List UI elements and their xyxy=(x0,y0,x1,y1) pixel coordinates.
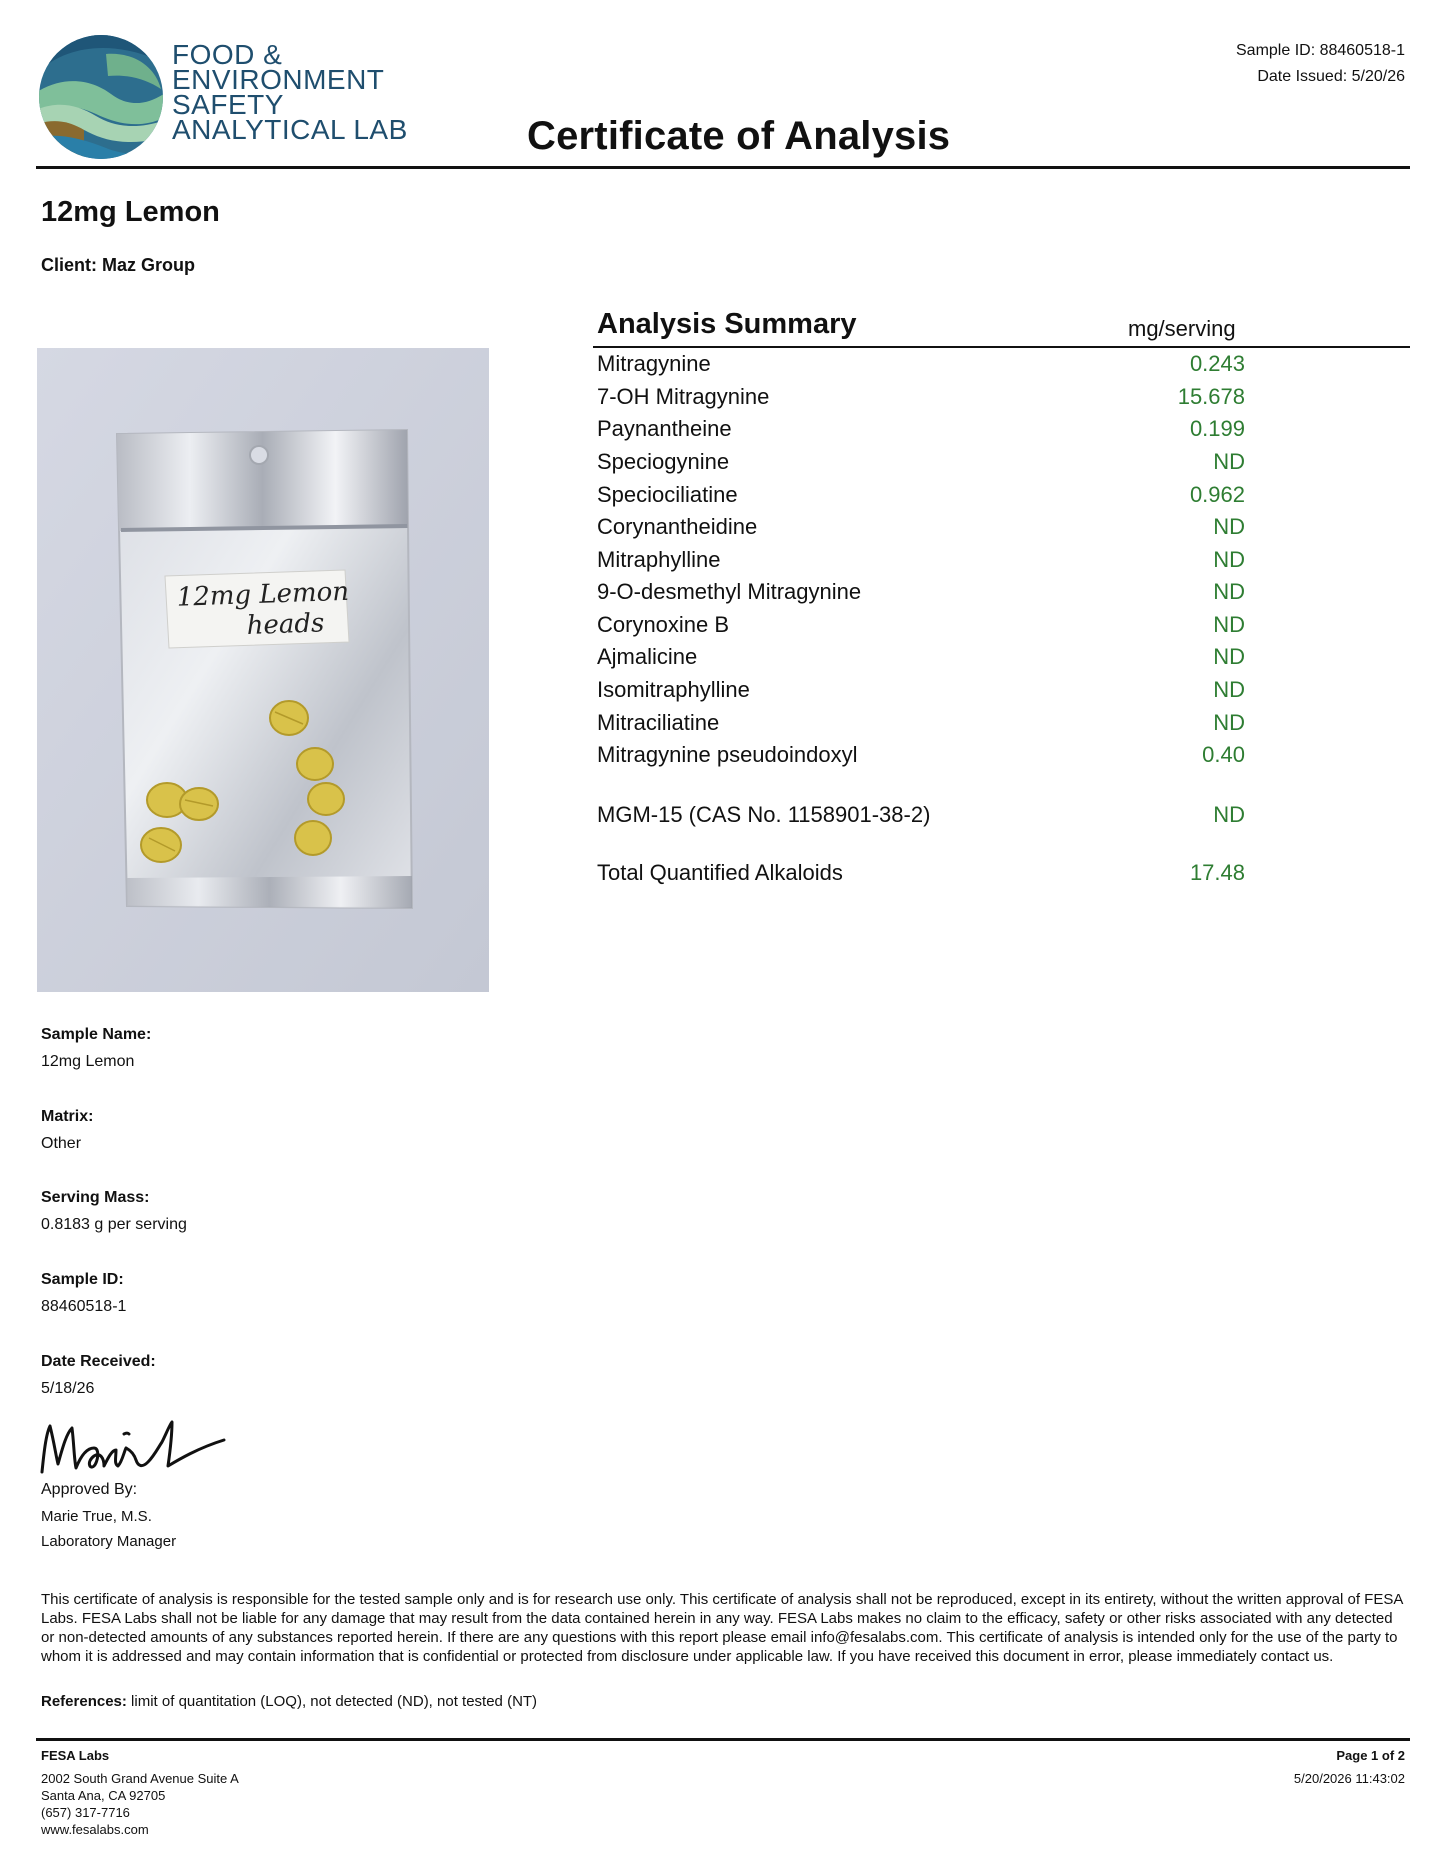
analyte-name: Isomitraphylline xyxy=(597,677,750,702)
analyte-row xyxy=(597,742,1245,774)
analysis-summary-title: Analysis Summary xyxy=(597,308,857,340)
approver-role: Laboratory Manager xyxy=(41,1533,177,1550)
analyte-name: Speciociliatine xyxy=(597,482,738,507)
photo-label-line-2: heads xyxy=(246,608,325,642)
matrix-label: Matrix: xyxy=(41,1108,94,1125)
analyte-row xyxy=(597,384,1245,416)
footer-company: FESA Labs xyxy=(41,1748,110,1763)
date-received-label: Date Received: xyxy=(41,1353,156,1370)
total-alkaloids-row xyxy=(597,860,1245,892)
header-date-issued: Date Issued: 5/20/26 xyxy=(1257,68,1405,85)
logo-line-3: SAFETY xyxy=(172,89,284,120)
references xyxy=(41,1693,537,1710)
analyte-name: Corynoxine B xyxy=(597,612,730,637)
analyte-value: ND xyxy=(1213,514,1245,539)
analyte-row xyxy=(597,482,1245,514)
product-name: 12mg Lemon xyxy=(41,196,220,228)
footer-contact xyxy=(41,1747,239,1838)
sample-id-value: 88460518-1 xyxy=(41,1298,127,1315)
analyte-value: ND xyxy=(1213,644,1245,669)
analyte-row xyxy=(597,416,1245,448)
lab-logo-emblem xyxy=(36,34,166,160)
approver-signature xyxy=(38,1412,228,1476)
disclaimer-text: This certificate of analysis is responsible for the tested sample only and is for research use only. This certificate of analysis shall not be reproduced, except in its entirety, without the written approval of FESA Labs. FESA Labs shall not be liable for any damage that may result from the data contained herein in any way. FESA Labs makes no claim to the efficacy, safety or other risks associated with any detected or non-detected amounts of any substances reported herein. If there are any questions with this report please email info@fesalabs.com. This certificate of analysis is intended only for the use of the party to whom it is addressed and may contain information that is confidential or protected from disclosure under applicable law. If you have received this document in error, please immediately contact us. xyxy=(41,1591,1403,1665)
footer-website: www.fesalabs.com xyxy=(41,1822,149,1837)
analyte-name: Speciogynine xyxy=(597,449,730,474)
total-value: 17.48 xyxy=(1189,860,1245,885)
analyte-row xyxy=(597,351,1245,383)
header-sample-meta xyxy=(1236,38,1405,90)
header-sample-id: Sample ID: 88460518-1 xyxy=(1236,42,1405,59)
footer-page-info xyxy=(1294,1747,1405,1787)
product-photo xyxy=(37,348,489,992)
footer-divider xyxy=(36,1738,1410,1741)
analyte-value: 0.40 xyxy=(1202,742,1245,767)
analyte-value: 15.678 xyxy=(1177,384,1245,409)
analyte-row xyxy=(597,514,1245,546)
analyte-row xyxy=(597,677,1245,709)
analyte-value: ND xyxy=(1213,802,1245,827)
document-title: Certificate of Analysis xyxy=(527,114,951,158)
analyte-name: 9-O-desmethyl Mitragynine xyxy=(597,579,862,604)
analyte-value: ND xyxy=(1213,612,1245,637)
analyte-name: Mitragynine xyxy=(597,351,711,376)
analyte-name: Mitraphylline xyxy=(597,547,721,572)
logo-line-2: ENVIRONMENT xyxy=(172,64,385,95)
analyte-name: 7-OH Mitragynine xyxy=(597,384,770,409)
logo-line-1: FOOD & xyxy=(172,39,283,70)
analyte-name: Mitraciliatine xyxy=(597,710,720,735)
analyte-value: 0.243 xyxy=(1189,351,1245,376)
analyte-row xyxy=(597,547,1245,579)
footer-phone: (657) 317-7716 xyxy=(41,1805,130,1820)
analyte-value: ND xyxy=(1213,710,1245,735)
approver-name: Marie True, M.S. xyxy=(41,1508,152,1525)
analyte-row xyxy=(597,710,1245,742)
summary-divider xyxy=(593,346,1410,348)
analysis-summary-unit: mg/serving xyxy=(1128,316,1236,341)
analyte-row xyxy=(597,644,1245,676)
client-name: Client: Maz Group xyxy=(41,255,195,275)
approved-by-label: Approved By: xyxy=(41,1481,138,1498)
photo-label-line-1: 12mg Lemon xyxy=(176,576,350,613)
analyte-row xyxy=(597,612,1245,644)
references-text: limit of quantitation (LOQ), not detected (ND), not tested (NT) xyxy=(126,1693,538,1710)
analyte-value: ND xyxy=(1213,547,1245,572)
serving-mass-label: Serving Mass: xyxy=(41,1189,150,1206)
analyte-name: Ajmalicine xyxy=(597,644,698,669)
mgm-15-row xyxy=(597,802,1245,834)
lab-logo-text xyxy=(172,39,408,145)
references-label: References: xyxy=(41,1693,127,1710)
sample-name-value: 12mg Lemon xyxy=(41,1053,135,1070)
serving-mass-value: 0.8183 g per serving xyxy=(41,1216,187,1233)
matrix-value: Other xyxy=(41,1135,82,1152)
analyte-value: ND xyxy=(1213,677,1245,702)
analyte-value: ND xyxy=(1213,579,1245,604)
footer-timestamp: 5/20/2026 11:43:02 xyxy=(1293,1771,1405,1786)
analyte-value: 0.199 xyxy=(1189,416,1245,441)
logo-line-4: ANALYTICAL LAB xyxy=(172,114,408,145)
analyte-name: Mitragynine pseudoindoxyl xyxy=(597,742,858,767)
page-number: Page 1 of 2 xyxy=(1336,1748,1405,1763)
analyte-name: Paynantheine xyxy=(597,416,732,441)
footer-address-1: 2002 South Grand Avenue Suite A xyxy=(41,1771,239,1786)
footer-address-2: Santa Ana, CA 92705 xyxy=(41,1788,166,1803)
sample-name-label: Sample Name: xyxy=(41,1026,152,1043)
header-divider xyxy=(36,166,1410,169)
sample-id-label: Sample ID: xyxy=(41,1271,124,1288)
date-received-value: 5/18/26 xyxy=(41,1380,95,1397)
analyte-name: MGM-15 (CAS No. 1158901-38-2) xyxy=(597,802,931,827)
analyte-name: Corynantheidine xyxy=(597,514,758,539)
analyte-row xyxy=(597,449,1245,481)
analyte-row xyxy=(597,579,1245,611)
analyte-value: ND xyxy=(1213,449,1245,474)
total-label: Total Quantified Alkaloids xyxy=(597,860,843,885)
analyte-value: 0.962 xyxy=(1189,482,1245,507)
